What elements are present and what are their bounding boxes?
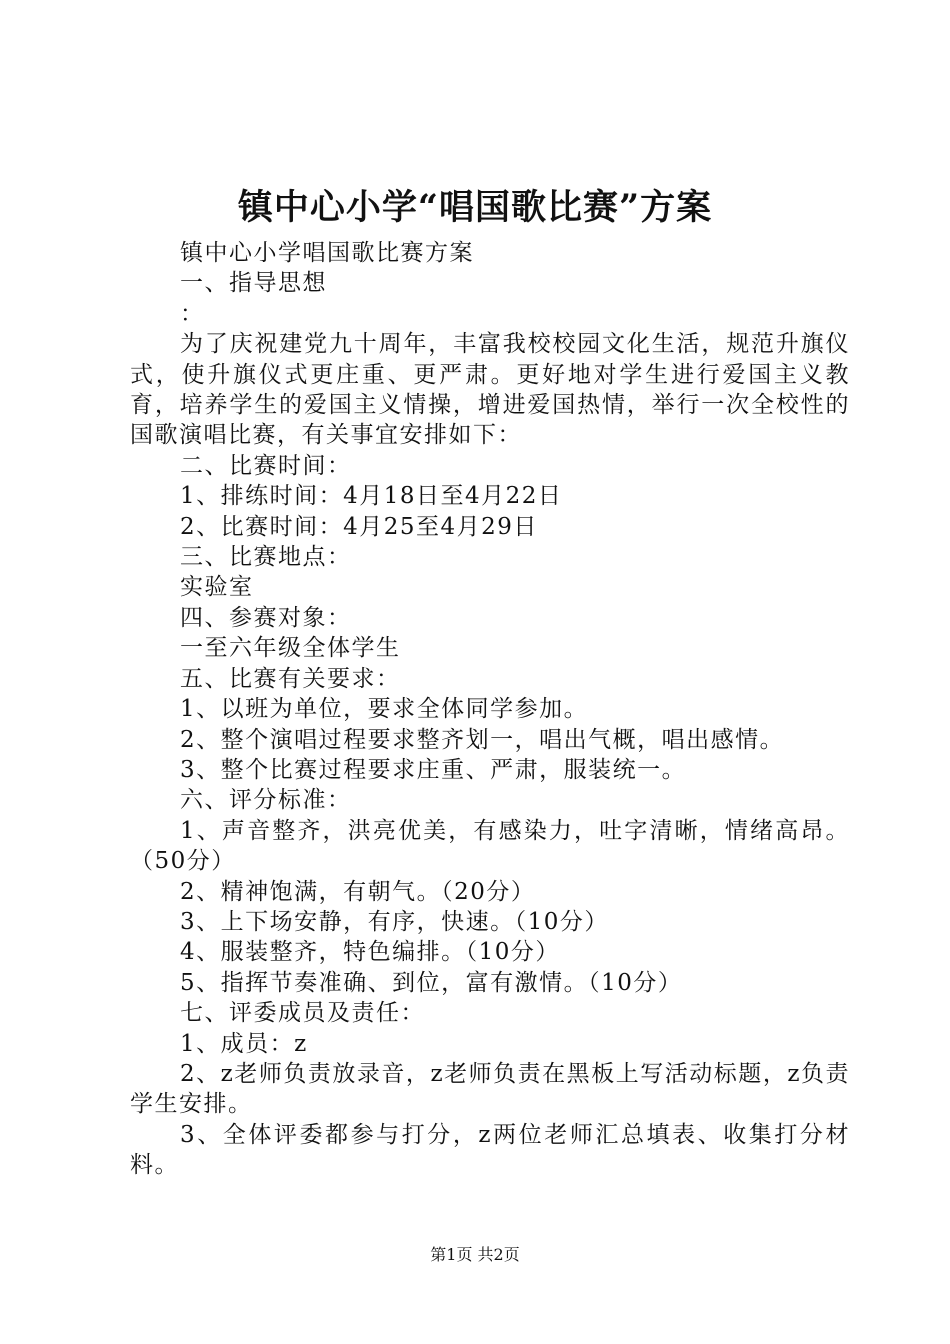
scoring-item-1: 1、声音整齐，洪亮优美，有感染力，吐字清晰，情绪高昂。（50分） <box>130 817 850 875</box>
requirement-item: 2、整个演唱过程要求整齐划一，唱出气概，唱出感情。 <box>180 726 785 753</box>
scoring-item: 4、服装整齐，特色编排。（10分） <box>180 939 560 966</box>
scoring-item: 2、精神饱满，有朝气。（20分） <box>180 878 536 905</box>
page-number-footer: 第1页 共2页 <box>430 1245 520 1264</box>
heading-requirements: 五、比赛有关要求： <box>180 665 401 692</box>
heading-guiding-thought: 一、指导思想 <box>180 270 327 297</box>
requirement-item: 1、以班为单位，要求全体同学参加。 <box>180 696 589 723</box>
heading-time: 二、比赛时间： <box>180 452 352 479</box>
subtitle-line: 镇中心小学唱国歌比赛方案 <box>180 240 474 266</box>
document-title: 镇中心小学“唱国歌比赛”方案 <box>237 187 713 228</box>
heading-judges: 七、评委成员及责任： <box>180 1000 425 1027</box>
judges-item-members: 1、成员：z <box>180 1030 308 1057</box>
heading-place: 三、比赛地点： <box>180 544 352 571</box>
requirement-item: 3、整个比赛过程要求庄重、严肃，服装统一。 <box>180 756 687 783</box>
scoring-item: 3、上下场安静，有序，快速。（10分） <box>180 908 609 935</box>
time-item-rehearsal: 1、排练时间：4月18日至4月22日 <box>180 483 563 510</box>
intro-paragraph: 为了庆祝建党九十周年，丰富我校校园文化生活，规范升旗仪式，使升旗仪式更庄重、更严肃。更好地对学生进行爱国主义教育，培养学生的爱国主义情操，增进爱国热情，举行一次全校性的国歌演唱比赛，有关事宜安排如下： <box>130 331 850 449</box>
time-item-competition: 2、比赛时间：4月25至4月29日 <box>180 513 538 540</box>
judges-item-scoring: 3、全体评委都参与打分，z两位老师汇总填表、收集打分材料。 <box>130 1121 850 1179</box>
colon-line: ： <box>180 300 205 327</box>
heading-participants: 四、参赛对象： <box>180 604 352 631</box>
participants-value: 一至六年级全体学生 <box>180 635 401 662</box>
place-value: 实验室 <box>180 574 254 601</box>
judges-item-duties: 2、z老师负责放录音，z老师负责在黑板上写活动标题，z负责学生安排。 <box>130 1060 850 1118</box>
heading-scoring: 六、评分标准： <box>180 787 352 814</box>
scoring-item: 5、指挥节奏准确、到位，富有激情。（10分） <box>180 969 683 996</box>
document-body <box>130 238 850 1181</box>
